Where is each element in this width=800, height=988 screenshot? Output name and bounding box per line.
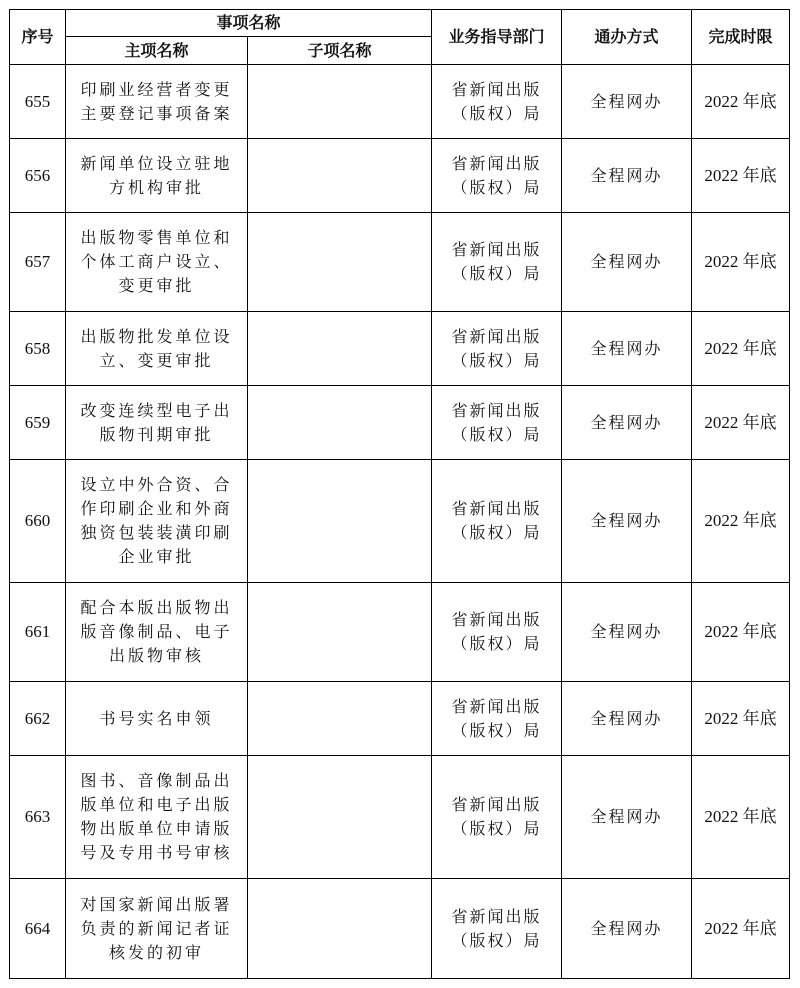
cell-sub-name	[248, 213, 432, 312]
cell-dept: 省新闻出版（版权）局	[432, 460, 562, 583]
cell-deadline: 2022 年底	[692, 65, 790, 139]
table-row	[10, 583, 790, 682]
cell-dept: 省新闻出版（版权）局	[432, 139, 562, 213]
table-row	[10, 65, 790, 139]
header-item-group: 事项名称	[66, 10, 432, 37]
header-sub-name: 子项名称	[248, 37, 432, 65]
cell-deadline: 2022 年底	[692, 682, 790, 756]
cell-mode: 全程网办	[562, 583, 692, 682]
cell-seq: 657	[10, 213, 66, 312]
matters-table	[9, 9, 790, 979]
cell-seq: 656	[10, 139, 66, 213]
cell-mode: 全程网办	[562, 756, 692, 879]
header-dept: 业务指导部门	[432, 10, 562, 65]
table-row	[10, 139, 790, 213]
cell-seq: 662	[10, 682, 66, 756]
cell-main-name: 出版物批发单位设立、变更审批	[66, 312, 248, 386]
cell-mode: 全程网办	[562, 879, 692, 979]
cell-main-name: 改变连续型电子出版物刊期审批	[66, 386, 248, 460]
cell-mode: 全程网办	[562, 65, 692, 139]
cell-main-name: 出版物零售单位和个体工商户设立、变更审批	[66, 213, 248, 312]
cell-deadline: 2022 年底	[692, 756, 790, 879]
cell-sub-name	[248, 460, 432, 583]
table-row	[10, 312, 790, 386]
cell-sub-name	[248, 583, 432, 682]
cell-dept: 省新闻出版（版权）局	[432, 879, 562, 979]
table-row	[10, 386, 790, 460]
cell-main-name: 印刷业经营者变更主要登记事项备案	[66, 65, 248, 139]
header-deadline: 完成时限	[692, 10, 790, 65]
cell-sub-name	[248, 879, 432, 979]
cell-main-name: 对国家新闻出版署负责的新闻记者证核发的初审	[66, 879, 248, 979]
cell-dept: 省新闻出版（版权）局	[432, 583, 562, 682]
cell-mode: 全程网办	[562, 213, 692, 312]
cell-sub-name	[248, 312, 432, 386]
cell-dept: 省新闻出版（版权）局	[432, 213, 562, 312]
cell-deadline: 2022 年底	[692, 879, 790, 979]
cell-dept: 省新闻出版（版权）局	[432, 756, 562, 879]
table-header	[10, 10, 790, 65]
table-row	[10, 682, 790, 756]
cell-seq: 661	[10, 583, 66, 682]
cell-main-name: 书号实名申领	[66, 682, 248, 756]
cell-sub-name	[248, 682, 432, 756]
cell-deadline: 2022 年底	[692, 312, 790, 386]
cell-deadline: 2022 年底	[692, 583, 790, 682]
cell-seq: 663	[10, 756, 66, 879]
header-main-name: 主项名称	[66, 37, 248, 65]
cell-dept: 省新闻出版（版权）局	[432, 386, 562, 460]
cell-mode: 全程网办	[562, 386, 692, 460]
cell-dept: 省新闻出版（版权）局	[432, 312, 562, 386]
cell-seq: 659	[10, 386, 66, 460]
cell-seq: 655	[10, 65, 66, 139]
cell-sub-name	[248, 756, 432, 879]
cell-deadline: 2022 年底	[692, 139, 790, 213]
cell-sub-name	[248, 139, 432, 213]
table-body	[10, 65, 790, 979]
table-row	[10, 879, 790, 979]
table-row	[10, 460, 790, 583]
cell-dept: 省新闻出版（版权）局	[432, 682, 562, 756]
cell-sub-name	[248, 65, 432, 139]
cell-mode: 全程网办	[562, 682, 692, 756]
cell-seq: 664	[10, 879, 66, 979]
cell-dept: 省新闻出版（版权）局	[432, 65, 562, 139]
table-row	[10, 213, 790, 312]
header-seq: 序号	[10, 10, 66, 65]
cell-main-name: 图书、音像制品出版单位和电子出版物出版单位申请版号及专用书号审核	[66, 756, 248, 879]
cell-seq: 660	[10, 460, 66, 583]
cell-mode: 全程网办	[562, 460, 692, 583]
cell-deadline: 2022 年底	[692, 386, 790, 460]
header-mode: 通办方式	[562, 10, 692, 65]
cell-main-name: 新闻单位设立驻地方机构审批	[66, 139, 248, 213]
cell-seq: 658	[10, 312, 66, 386]
cell-mode: 全程网办	[562, 312, 692, 386]
cell-main-name: 配合本版出版物出版音像制品、电子出版物审核	[66, 583, 248, 682]
cell-main-name: 设立中外合资、合作印刷企业和外商独资包装装潢印刷企业审批	[66, 460, 248, 583]
table-row	[10, 756, 790, 879]
cell-deadline: 2022 年底	[692, 460, 790, 583]
cell-sub-name	[248, 386, 432, 460]
cell-deadline: 2022 年底	[692, 213, 790, 312]
cell-mode: 全程网办	[562, 139, 692, 213]
